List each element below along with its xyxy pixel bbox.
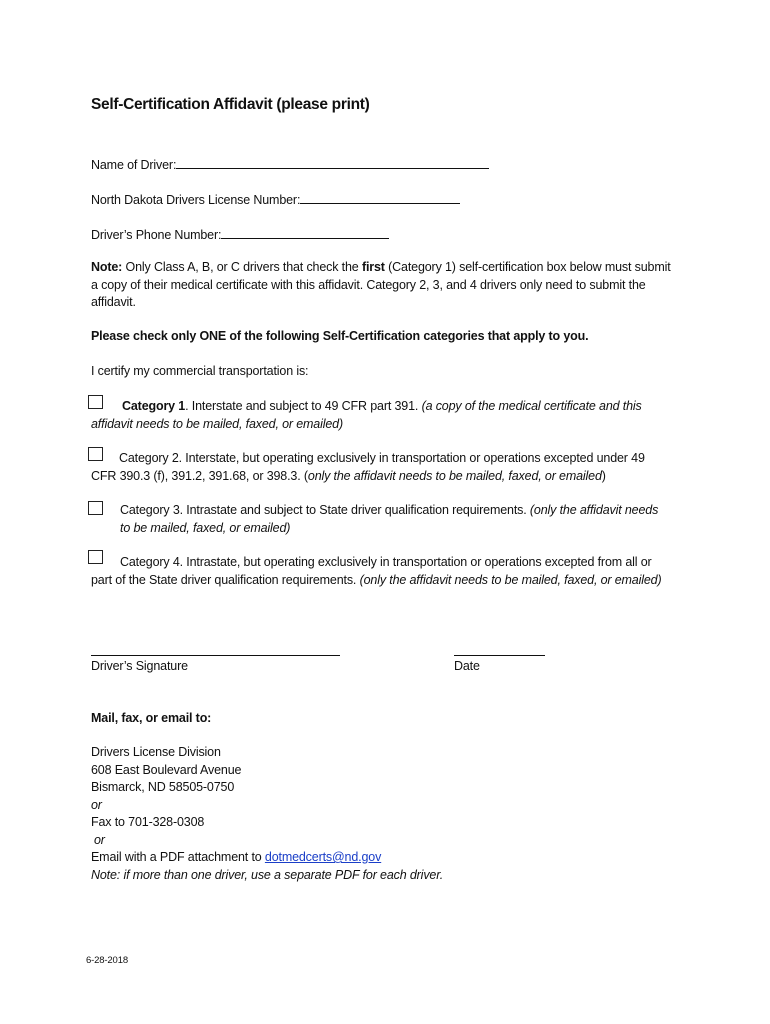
category-2-close: )	[601, 468, 606, 483]
signature-line[interactable]	[91, 655, 340, 656]
date-label: Date	[454, 659, 480, 673]
email-line	[91, 849, 443, 867]
license-number-field[interactable]	[300, 191, 460, 204]
category-4-note: (only the affidavit needs to be mailed, faxed, or emailed)	[359, 572, 662, 587]
address-line-3: Bismarck, ND 58505-0750	[91, 780, 235, 794]
phone-number-label: Driver’s Phone Number:	[91, 228, 222, 242]
category-1-label: Category 1	[122, 399, 186, 413]
mail-address-block	[91, 744, 443, 884]
date-line[interactable]	[454, 655, 545, 656]
category-1-text	[91, 398, 671, 433]
category-3-desc: Category 3. Intrastate and subject to State driver qualification requirements.	[120, 503, 530, 517]
category-4-text	[91, 554, 671, 589]
note-paragraph	[91, 259, 671, 312]
footer-date: 6-28-2018	[86, 955, 128, 966]
or-separator-1: or	[91, 797, 102, 812]
page-title: Self-Certification Affidavit (please print)	[91, 96, 370, 113]
instruction-text: Please check only ONE of the following Self-Certification categories that apply to you.	[91, 329, 589, 343]
category-1-note: (a copy of the medical certificate and this affidavit needs to be mailed, faxed, or emailed)	[91, 399, 642, 431]
category-3-checkbox[interactable]	[88, 501, 103, 515]
driver-name-label: Name of Driver:	[91, 158, 177, 172]
email-link[interactable]: dotmedcerts@nd.gov	[264, 850, 382, 864]
phone-number-field[interactable]	[221, 226, 389, 239]
note-first-word: first	[361, 260, 385, 274]
note-text: Only Class A, B, or C drivers that check the	[122, 260, 362, 274]
note-text-rest: (Category 1) self-certification box below must submit a copy of their medical certificate with this affidavit. Category 2, 3, and 4 drivers only need to submit the affidavit.	[91, 260, 671, 309]
category-2-desc: Category 2. Interstate, but operating exclusively in transportation or operations excepted under 49 CFR 390.3 (f), 391.2, 391.68, or 398.3. (	[91, 451, 645, 483]
address-line-2: 608 East Boulevard Avenue	[91, 762, 242, 777]
phone-number-row	[91, 226, 389, 242]
mail-note: Note: if more than one driver, use a separate PDF for each driver.	[91, 867, 444, 882]
driver-name-row	[91, 156, 489, 172]
signature-label: Driver’s Signature	[91, 659, 188, 673]
mail-heading: Mail, fax, or email to:	[91, 711, 212, 725]
fax-line: Fax to 701-328-0308	[91, 815, 205, 829]
category-3-note: (only the affidavit needs to be mailed, faxed, or emailed)	[120, 503, 659, 535]
address-line-1: Drivers License Division	[91, 745, 221, 759]
category-3-text	[120, 502, 660, 537]
license-number-row	[91, 191, 460, 207]
license-number-label: North Dakota Drivers License Number:	[91, 193, 301, 207]
category-1-desc: . Interstate and subject to 49 CFR part 391.	[185, 399, 422, 413]
driver-name-field[interactable]	[176, 156, 489, 169]
note-label: Note:	[91, 260, 123, 274]
certify-intro: I certify my commercial transportation is:	[91, 364, 309, 378]
or-separator-2: or	[94, 832, 105, 847]
email-prefix: Email with a PDF attachment to	[91, 850, 265, 864]
category-2-text	[91, 450, 671, 485]
category-4-desc: Category 4. Intrastate, but operating exclusively in transportation or operations excepted from all or part of the State driver qualification requirements.	[91, 555, 652, 587]
category-2-note: only the affidavit needs to be mailed, faxed, or emailed	[307, 468, 602, 483]
